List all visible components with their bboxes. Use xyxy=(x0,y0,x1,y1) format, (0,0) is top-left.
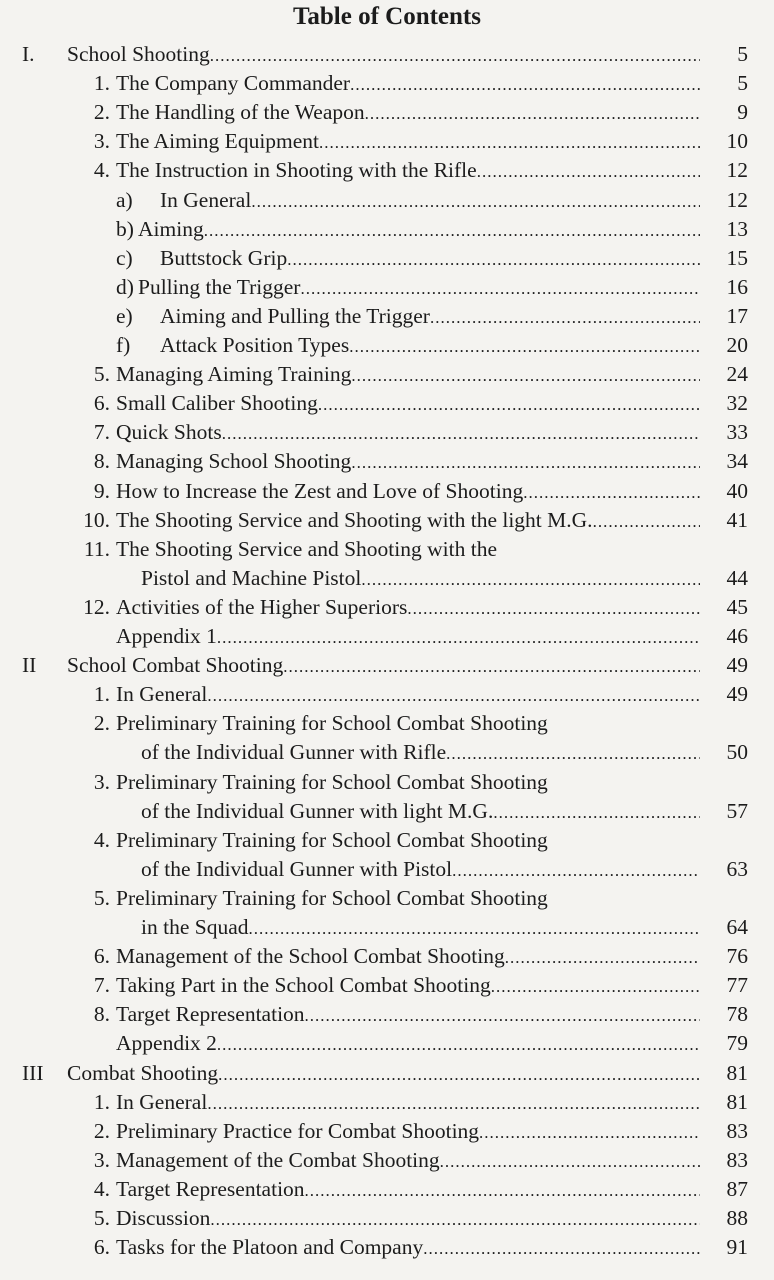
toc-entry-row[interactable] xyxy=(0,942,774,971)
page-number: 63 xyxy=(726,856,748,881)
entry-label: Pistol and Machine Pistol xyxy=(141,565,362,590)
toc-entry-row[interactable] xyxy=(0,69,774,98)
toc-entry-row[interactable] xyxy=(0,884,774,913)
entry-title xyxy=(141,855,700,885)
page-number: 49 xyxy=(726,653,748,678)
toc-entry-row[interactable] xyxy=(0,1233,774,1262)
entry-label: The Shooting Service and Shooting with the light M.G. xyxy=(116,507,593,532)
toc-entry-row[interactable] xyxy=(0,477,774,506)
dot-leader xyxy=(477,157,700,186)
entry-number: 3. xyxy=(93,769,110,794)
entry-title xyxy=(116,1175,700,1205)
entry-title xyxy=(67,651,700,681)
toc-entry-row[interactable] xyxy=(0,389,774,418)
entry-label: of the Individual Gunner with light M.G. xyxy=(141,798,494,823)
toc-entry-row[interactable] xyxy=(0,418,774,447)
entry-label: Management of the School Combat Shooting xyxy=(116,944,505,969)
entry-number: 11. xyxy=(83,536,110,561)
entry-label: Attack Position Types xyxy=(160,333,350,357)
entry-label: Quick Shots xyxy=(116,420,222,445)
entry-number: 6. xyxy=(93,944,110,969)
section-numeral: III xyxy=(22,1060,44,1085)
toc-entry-row[interactable] xyxy=(0,855,774,884)
section-numeral: II xyxy=(22,653,37,678)
page-title: Table of Contents xyxy=(293,3,481,30)
entry-label: Taking Part in the School Combat Shooting xyxy=(116,973,491,998)
entry-label: Preliminary Practice for Combat Shooting xyxy=(116,1118,480,1143)
dot-leader xyxy=(523,478,700,507)
entry-number: 10. xyxy=(83,507,110,532)
dot-leader xyxy=(365,99,700,128)
toc-entry-row[interactable] xyxy=(0,1204,774,1233)
page-number: 10 xyxy=(726,129,748,154)
page-number: 20 xyxy=(726,333,748,357)
toc-entry-row[interactable] xyxy=(0,1000,774,1029)
toc-entry-row[interactable] xyxy=(0,535,774,564)
entry-number: 3. xyxy=(93,1147,110,1172)
toc-entry-row[interactable] xyxy=(0,98,774,127)
entry-title xyxy=(116,156,700,186)
entry-letter: f) xyxy=(116,333,131,357)
entry-number: 7. xyxy=(93,973,110,998)
dot-leader xyxy=(251,187,700,216)
entry-label: The Handling of the Weapon xyxy=(116,100,365,125)
entry-label: Preliminary Training for School Combat Shooting xyxy=(116,711,548,736)
toc-entry-row[interactable] xyxy=(0,302,774,331)
entry-label: School Combat Shooting xyxy=(67,653,284,678)
entry-letter: d) xyxy=(116,274,134,299)
page-number: 12 xyxy=(726,158,748,183)
entry-label: In General xyxy=(116,1089,208,1114)
entry-title xyxy=(67,1059,700,1089)
entry-label: of the Individual Gunner with Pistol xyxy=(141,856,453,881)
page-number: 88 xyxy=(726,1206,748,1230)
entry-title xyxy=(67,40,700,70)
dot-leader xyxy=(218,1060,700,1089)
toc-entry-row[interactable] xyxy=(0,826,774,855)
page-number: 9 xyxy=(737,100,748,125)
entry-title xyxy=(116,1088,700,1118)
entry-title xyxy=(116,1204,700,1234)
entry-title xyxy=(116,360,700,390)
entry-label: Pulling the Trigger xyxy=(138,274,301,299)
entry-number: 5. xyxy=(93,1206,110,1230)
entry-title xyxy=(141,564,700,594)
page-number: 91 xyxy=(726,1235,748,1260)
page-number: 78 xyxy=(726,1002,748,1027)
toc-entry-row[interactable] xyxy=(0,1175,774,1204)
entry-title xyxy=(116,506,700,536)
toc-entry-row[interactable] xyxy=(0,797,774,826)
entry-number: 4. xyxy=(93,827,110,852)
entry-title xyxy=(116,69,700,99)
entry-number: 1. xyxy=(93,1089,110,1114)
entry-number: 1. xyxy=(93,71,110,96)
entry-title xyxy=(141,797,700,827)
dot-leader xyxy=(593,507,700,536)
entry-title xyxy=(116,1029,700,1059)
dot-leader xyxy=(361,565,700,594)
entry-title xyxy=(116,127,700,157)
entry-title xyxy=(116,477,700,507)
dot-leader xyxy=(287,245,700,274)
dot-leader xyxy=(493,798,700,827)
toc-entry-row[interactable] xyxy=(0,331,774,360)
entry-number: 4. xyxy=(93,1176,110,1201)
entry-number: 4. xyxy=(93,158,110,183)
entry-number: 1. xyxy=(93,682,110,707)
dot-leader xyxy=(283,652,700,681)
entry-title xyxy=(116,1117,700,1147)
page-number: 77 xyxy=(726,973,748,998)
entry-number: 5. xyxy=(93,362,110,387)
page-number: 16 xyxy=(726,274,748,299)
toc-entry-row[interactable] xyxy=(0,186,774,215)
entry-number: 5. xyxy=(93,885,110,910)
entry-title xyxy=(160,302,700,332)
entry-label: Combat Shooting xyxy=(67,1060,219,1085)
entry-title xyxy=(116,826,548,855)
entry-title xyxy=(160,331,700,361)
page-number: 87 xyxy=(726,1176,748,1201)
entry-number: 8. xyxy=(93,1002,110,1027)
toc-entry-row[interactable] xyxy=(0,156,774,185)
entry-label: in the Squad xyxy=(141,915,249,939)
dot-leader xyxy=(305,1176,700,1205)
toc-entry-row[interactable] xyxy=(0,244,774,273)
dot-leader xyxy=(349,332,700,361)
entry-label: Management of the Combat Shooting xyxy=(116,1147,440,1172)
entry-number: 6. xyxy=(93,391,110,416)
page-number: 76 xyxy=(726,944,748,969)
entry-label: The Company Commander xyxy=(116,71,351,96)
entry-label: School Shooting xyxy=(67,42,210,66)
entry-label: Aiming and Pulling the Trigger xyxy=(160,303,430,328)
entry-letter: a) xyxy=(116,187,133,212)
page-number: 83 xyxy=(726,1118,748,1143)
page-number: 12 xyxy=(726,187,748,212)
dot-leader xyxy=(430,303,700,332)
dot-leader xyxy=(491,972,700,1001)
page-number: 40 xyxy=(726,478,748,503)
toc-entry-row[interactable] xyxy=(0,913,774,942)
dot-leader xyxy=(351,361,700,390)
page-number: 46 xyxy=(726,624,748,648)
page-number: 34 xyxy=(726,449,748,474)
toc-entry-row[interactable] xyxy=(0,1088,774,1117)
dot-leader xyxy=(217,623,700,652)
page-number: 57 xyxy=(726,798,748,823)
entry-title xyxy=(116,942,700,972)
entry-label: Aiming xyxy=(138,216,204,241)
dot-leader xyxy=(210,41,700,70)
entry-label: Preliminary Training for School Combat Shooting xyxy=(116,769,548,794)
entry-label: Target Representation xyxy=(116,1002,305,1027)
entry-title xyxy=(141,913,700,943)
toc-section-row[interactable] xyxy=(0,651,774,680)
toc-entry-row[interactable] xyxy=(0,709,774,738)
dot-leader xyxy=(452,856,700,885)
page-number: 49 xyxy=(726,682,748,707)
entry-title xyxy=(116,593,700,623)
toc-entry-row[interactable] xyxy=(0,447,774,476)
dot-leader xyxy=(207,681,700,710)
entry-title xyxy=(116,622,700,652)
toc-entry-row[interactable] xyxy=(0,1029,774,1058)
page-number: 45 xyxy=(726,594,748,619)
entry-title xyxy=(116,1146,700,1176)
entry-title xyxy=(116,535,497,564)
entry-number: 8. xyxy=(93,449,110,474)
entry-title xyxy=(116,1000,700,1030)
toc-entry-row[interactable] xyxy=(0,506,774,535)
page-number: 81 xyxy=(726,1089,748,1114)
entry-label: Appendix 2 xyxy=(116,1031,217,1056)
page-number: 50 xyxy=(726,740,748,765)
entry-number: 6. xyxy=(93,1235,110,1260)
entry-number: 2. xyxy=(93,711,110,736)
section-numeral: I. xyxy=(22,42,35,66)
page-number: 5 xyxy=(737,42,748,66)
entry-number: 7. xyxy=(93,420,110,445)
toc-entry-row[interactable] xyxy=(0,215,774,244)
entry-label: In General xyxy=(160,187,252,212)
toc-entry-row[interactable] xyxy=(0,680,774,709)
page-number: 17 xyxy=(726,303,748,328)
entry-title xyxy=(116,1233,700,1263)
entry-title xyxy=(116,768,548,797)
entry-label: Managing Aiming Training xyxy=(116,362,352,387)
toc-section-row[interactable] xyxy=(0,40,774,69)
entry-title xyxy=(116,447,700,477)
dot-leader xyxy=(351,448,700,477)
page-number: 24 xyxy=(726,362,748,387)
entry-label: Managing School Shooting xyxy=(116,449,352,474)
dot-leader xyxy=(207,1089,700,1118)
entry-number: 12. xyxy=(83,594,110,619)
entry-label: Small Caliber Shooting xyxy=(116,391,318,416)
entry-label: The Shooting Service and Shooting with the xyxy=(116,536,497,561)
page-number: 79 xyxy=(726,1031,748,1056)
entry-title xyxy=(116,884,548,913)
entry-number: 2. xyxy=(93,1118,110,1143)
toc-entry-row[interactable] xyxy=(0,971,774,1000)
entry-label: Discussion xyxy=(116,1206,211,1230)
entry-label: Appendix 1 xyxy=(116,624,217,648)
entry-title xyxy=(138,215,700,245)
entry-title xyxy=(138,273,700,303)
entry-letter: b) xyxy=(116,216,134,241)
entry-title xyxy=(116,98,700,128)
entry-title xyxy=(160,186,700,216)
dot-leader xyxy=(210,1205,700,1234)
entry-label: Preliminary Training for School Combat Shooting xyxy=(116,885,548,910)
page-number: 15 xyxy=(726,245,748,270)
entry-title xyxy=(116,418,700,448)
page-number: 32 xyxy=(726,391,748,416)
dot-leader xyxy=(505,943,700,972)
entry-label: In General xyxy=(116,682,208,707)
toc-entry-row[interactable] xyxy=(0,273,774,302)
entry-label: of the Individual Gunner with Rifle xyxy=(141,740,447,765)
entry-label: Target Representation xyxy=(116,1176,305,1201)
toc-entry-row[interactable] xyxy=(0,360,774,389)
page-number: 81 xyxy=(726,1060,748,1085)
page-number: 83 xyxy=(726,1147,748,1172)
entry-title xyxy=(116,680,700,710)
page-number: 41 xyxy=(726,507,748,532)
toc-entry-row[interactable] xyxy=(0,564,774,593)
toc-entry-row[interactable] xyxy=(0,768,774,797)
entry-title xyxy=(116,971,700,1001)
toc-section-row[interactable] xyxy=(0,1059,774,1088)
dot-leader xyxy=(350,70,700,99)
entry-label: Buttstock Grip xyxy=(160,245,288,270)
page-number: 44 xyxy=(726,565,748,590)
entry-title xyxy=(116,389,700,419)
dot-leader xyxy=(318,390,700,419)
entry-label: The Aiming Equipment xyxy=(116,129,320,154)
entry-number: 2. xyxy=(93,100,110,125)
dot-leader xyxy=(407,594,700,623)
entry-label: Tasks for the Platoon and Company xyxy=(116,1235,424,1260)
toc-entry-row[interactable] xyxy=(0,622,774,651)
page-number: 13 xyxy=(726,216,748,241)
entry-letter: c) xyxy=(116,245,133,270)
dot-leader xyxy=(446,739,700,768)
entry-label: Preliminary Training for School Combat Shooting xyxy=(116,827,548,852)
dot-leader xyxy=(479,1118,700,1147)
page-number: 33 xyxy=(726,420,748,445)
entry-title xyxy=(141,738,700,768)
entry-label: Activities of the Higher Superiors xyxy=(116,594,408,619)
dot-leader xyxy=(440,1147,700,1176)
dot-leader xyxy=(217,1030,700,1059)
dot-leader xyxy=(319,128,700,157)
page-number: 64 xyxy=(726,915,748,939)
dot-leader xyxy=(249,914,701,943)
toc-entry-row[interactable] xyxy=(0,127,774,156)
dot-leader xyxy=(204,216,700,245)
toc-entry-row[interactable] xyxy=(0,593,774,622)
toc-entry-row[interactable] xyxy=(0,1146,774,1175)
entry-number: 3. xyxy=(93,129,110,154)
dot-leader xyxy=(305,1001,700,1030)
toc-entry-row[interactable] xyxy=(0,738,774,767)
entry-letter: e) xyxy=(116,303,133,328)
entry-label: How to Increase the Zest and Love of Shooting xyxy=(116,478,524,503)
toc-entry-row[interactable] xyxy=(0,1117,774,1146)
entry-title xyxy=(116,709,548,738)
dot-leader xyxy=(222,419,700,448)
page-number: 5 xyxy=(737,71,748,96)
dot-leader xyxy=(423,1234,700,1263)
entry-label: The Instruction in Shooting with the Rifle xyxy=(116,158,477,183)
entry-number: 9. xyxy=(93,478,110,503)
entry-title xyxy=(160,244,700,274)
dot-leader xyxy=(300,274,700,303)
